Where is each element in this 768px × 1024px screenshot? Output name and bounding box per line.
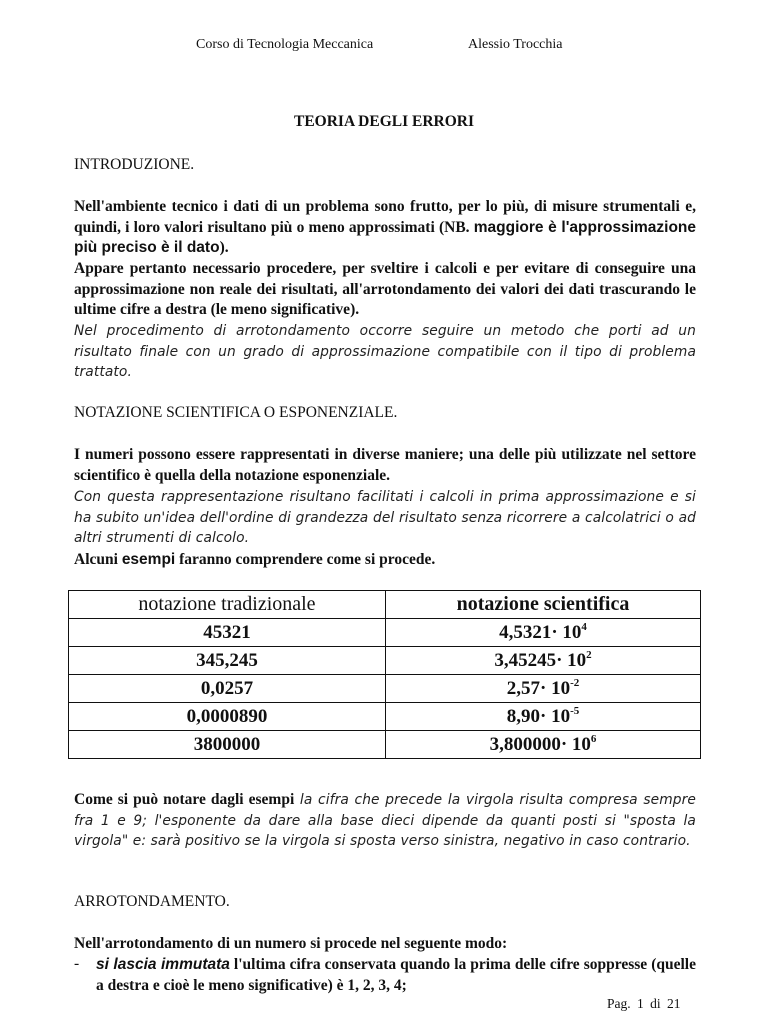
course-name: Corso di Tecnologia Meccanica [196, 37, 374, 52]
scientific-cell [386, 647, 701, 675]
notation-table [68, 590, 701, 759]
scientific-exponent: 2 [586, 649, 592, 661]
page-of-label: di [650, 996, 661, 1011]
scientific-mantissa: 2,57· 10 [506, 678, 571, 699]
scientific-exponent: 6 [590, 733, 597, 745]
intro-p1-text: Nell'ambiente tecnico i dati di un problema sono frutto, per lo più, di misure strumentali e, quindi, i loro valori risultano più o meno approssimati (NB. [74, 198, 696, 236]
scientific-mantissa: 8,90· 10 [506, 706, 571, 727]
intro-p2-end: ). [350, 301, 360, 318]
intro-paragraph-3: Nel procedimento di arrotondamento occorre seguire un metodo che porti ad un risultato finale con un grado di approssimazione compatibile con il tipo di problema trattato. [74, 323, 696, 380]
notation-heading: NOTAZIONE SCIENTIFICA O ESPONENZIALE. [74, 404, 398, 421]
notation-p3-end: faranno comprendere come si procede. [175, 551, 436, 568]
scientific-mantissa: 3,800000· 10 [489, 734, 591, 755]
table-header-scientific: notazione scientifica [386, 591, 701, 619]
table-explanation [74, 790, 696, 852]
table-row [69, 675, 701, 703]
scientific-cell [386, 703, 701, 731]
intro-paragraph-1 [74, 197, 696, 259]
intro-p2-emphasis: le meno significative [215, 301, 351, 318]
traditional-cell: 45321 [69, 619, 386, 647]
notation-paragraph-3 [74, 550, 696, 571]
notation-paragraph-1: I numeri possono essere rappresentati in diverse maniere; una delle più utilizzate nel settore scientifico è quella della notazione esponenziale. [74, 446, 696, 484]
rounding-item-text: l'ultima cifra conservata quando la prima delle cifre soppresse (quelle a destra e cioè le meno significative) è 1, 2, 3, 4; [96, 956, 696, 994]
notation-paragraph-2: Con questa rappresentazione risultano facilitati i calcoli in prima approssimazione e si ha subito un'idea dell'ordine di grandezza del risultato senza ricorrere a calcolatrici o ad altri strumenti di calcolo. [74, 489, 696, 546]
notation-p3-text: Alcuni [74, 551, 122, 568]
document-title: TEORIA DEGLI ERRORI [293, 113, 474, 130]
scientific-exponent: -5 [570, 705, 580, 717]
traditional-cell: 0,0257 [69, 675, 386, 703]
author-name: Alessio Trocchia [468, 37, 563, 52]
intro-p1-end: ). [219, 239, 229, 256]
scientific-cell [386, 619, 701, 647]
table-row [69, 647, 701, 675]
page-footer [607, 996, 681, 1012]
scientific-cell [386, 731, 701, 759]
table-header-row [69, 591, 701, 619]
notation-p3-emphasis: esempi [121, 551, 176, 568]
scientific-mantissa: 4,5321· 10 [499, 622, 582, 643]
explanation-lead: Come si può notare dagli esempi [74, 791, 295, 808]
page-number: 1 [637, 996, 644, 1011]
table-header-traditional: notazione tradizionale [69, 591, 386, 619]
intro-p2-text: Appare pertanto necessario procedere, per sveltire i calcoli e per evitare di conseguire una approssimazione non reale dei risultati, all'arrotondamento dei valori dei dati trascurando le ultime cifre a destra ( [74, 260, 696, 318]
scientific-exponent: 4 [581, 621, 587, 633]
list-bullet: - [74, 955, 80, 972]
intro-p1-emphasis: maggiore è l'approssimazione più preciso è il dato [74, 218, 697, 256]
table-row [69, 703, 701, 731]
table-row [69, 731, 701, 759]
rounding-intro: Nell'arrotondamento di un numero si procede nel seguente modo: [74, 935, 508, 952]
intro-paragraph-2 [74, 259, 696, 321]
scientific-cell [386, 675, 701, 703]
scientific-mantissa: 3,45245· 10 [494, 650, 587, 671]
rounding-item-emphasis: si lascia immutata [96, 956, 230, 973]
rounding-heading: ARROTONDAMENTO. [74, 893, 230, 910]
intro-heading: INTRODUZIONE. [74, 156, 195, 173]
scientific-exponent: -2 [570, 677, 580, 689]
table-row [69, 619, 701, 647]
rounding-list-item-1 [96, 955, 696, 996]
page-label: Pag. [607, 996, 631, 1011]
page-total: 21 [667, 996, 681, 1011]
traditional-cell: 0,0000890 [69, 703, 386, 731]
traditional-cell: 3800000 [69, 731, 386, 759]
traditional-cell: 345,245 [69, 647, 386, 675]
explanation-text: la cifra che precede la virgola risulta compresa sempre fra 1 e 9; l'esponente da dare alla base dieci dipende da quanti posti si "sposta la virgola" e: sarà positivo se la virgola si sposta verso sinistra, negativo in caso contrario. [74, 792, 696, 849]
